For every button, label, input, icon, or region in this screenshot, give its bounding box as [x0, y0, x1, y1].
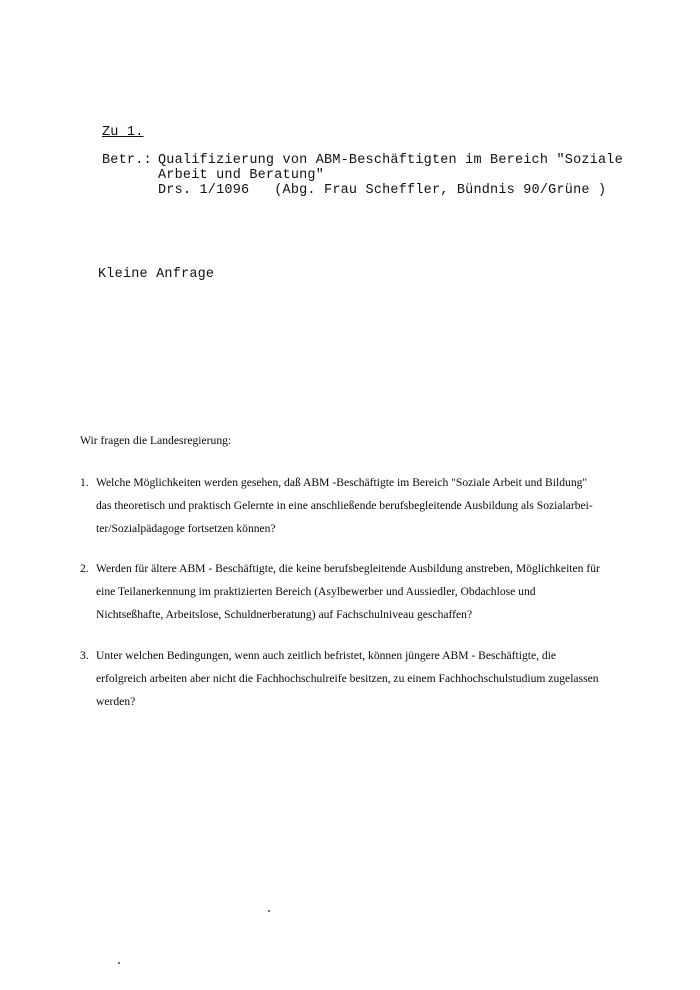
subject-label: Betr.: [102, 153, 152, 168]
scan-speck [118, 962, 120, 964]
reference-heading: Zu 1. [102, 125, 144, 140]
question-1-line-2: das theoretisch und praktisch Gelernte in eine anschließende berufsbegleitende Ausbildung als Sozialarbei- [96, 499, 593, 512]
subject-line-3: Drs. 1/1096 (Abg. Frau Scheffler, Bündnis 90/Grüne ) [158, 183, 607, 198]
question-2-number: 2. [80, 562, 89, 575]
subject-line-2: Arbeit und Beratung" [158, 168, 325, 183]
question-2-line-2: eine Teilanerkennung im praktizierten Bereich (Asylbewerber und Aussiedler, Obdachlose und [96, 585, 536, 598]
document-kind: Kleine Anfrage [98, 267, 215, 282]
question-2-line-3: Nichtseßhafte, Arbeitslose, Schuldnerberatung) auf Fachschulniveau geschaffen? [96, 608, 473, 621]
question-3-line-3: werden? [96, 695, 136, 708]
intro-text: Wir fragen die Landesregierung: [80, 434, 232, 447]
question-1-line-1: Welche Möglichkeiten werden gesehen, daß ABM -Beschäftigte im Bereich "Soziale Arbeit und Bildung" [96, 476, 588, 489]
question-3-line-2: erfolgreich arbeiten aber nicht die Fachhochschulreife besitzen, zu einem Fachhochschulstudium zugelassen [96, 672, 599, 685]
question-3-line-1: Unter welchen Bedingungen, wenn auch zeitlich befristet, können jüngere ABM - Beschäftigte, die [96, 649, 557, 662]
subject-line-1: Qualifizierung von ABM-Beschäftigten im Bereich "Soziale [158, 153, 623, 168]
question-3-number: 3. [80, 649, 89, 662]
question-2-line-1: Werden für ältere ABM - Beschäftigte, die keine berufsbegleitende Ausbildung anstreben, Möglichkeiten für [96, 562, 600, 575]
question-1-line-3: ter/Sozialpädagoge fortsetzen können? [96, 522, 276, 535]
scan-speck [268, 910, 270, 912]
question-1-number: 1. [80, 476, 89, 489]
